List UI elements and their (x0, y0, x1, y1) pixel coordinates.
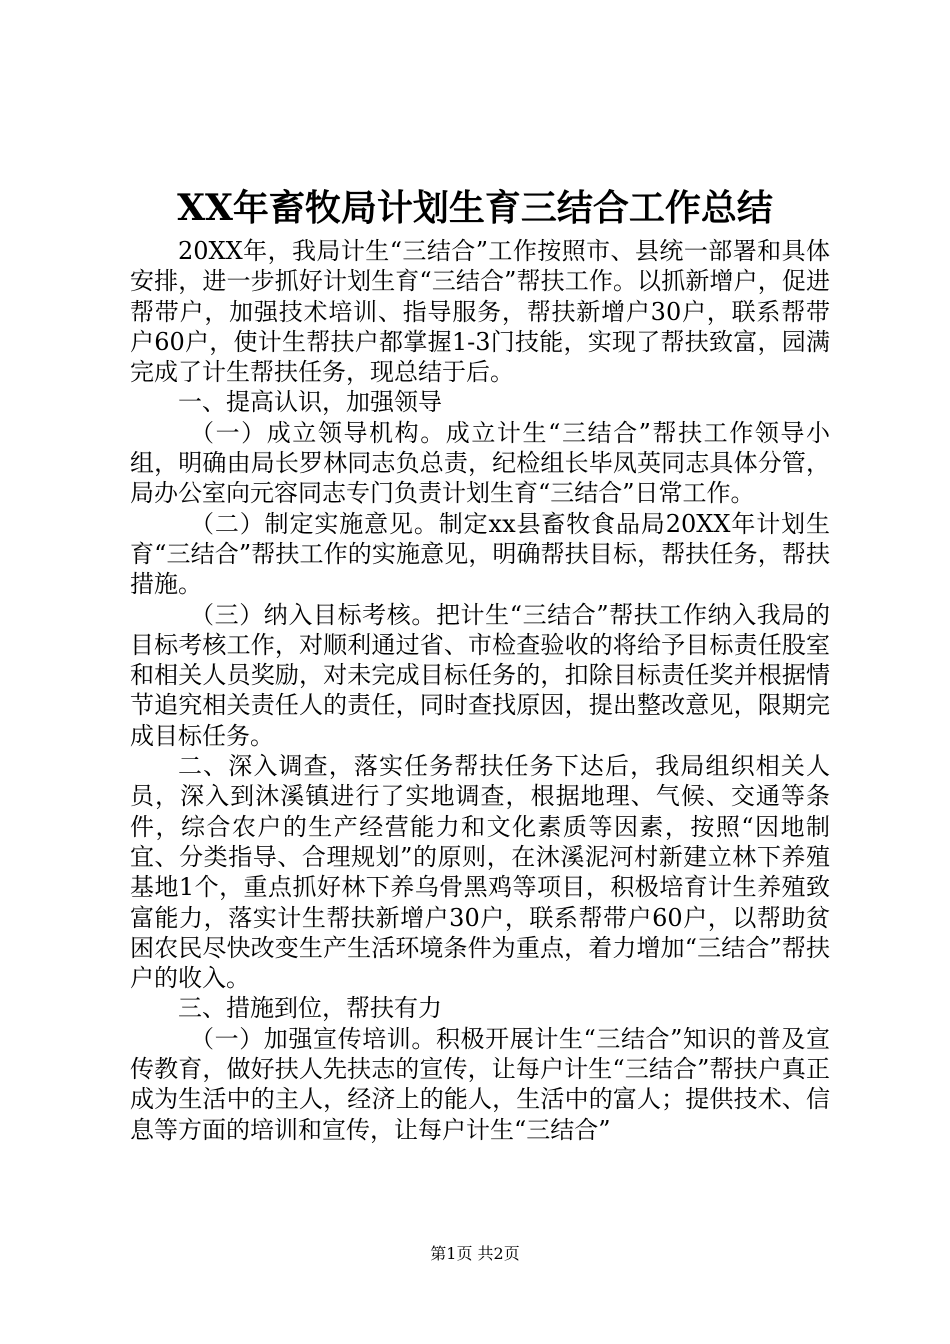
section-heading-3: 三、措施到位，帮扶有力 (178, 994, 442, 1023)
document-body (130, 236, 830, 1145)
paragraph-1-3: （三）纳入目标考核。把计生“三结合”帮扶工作纳入我局的目标考核工作，对顺利通过省、市检查验收的将给予目标责任股室和相关人员奖励，对未完成目标任务的，扣除目标责任奖并根据情节追究相关责任人的责任，同时查找原因，提出整改意见，限期完成目标任务。 (130, 600, 830, 750)
page-footer: 第1页 共2页 (430, 1244, 520, 1263)
paragraph-3-1: （一）加强宣传培训。积极开展计生“三结合”知识的普及宣传教育，做好扶人先扶志的宣传，让每户计生“三结合”帮扶户真正成为生活中的主人，经济上的能人，生活中的富人；提供技术、信息等方面的培训和宣传，让每户计生“三结合” (130, 1024, 830, 1144)
document-title: XX年畜牧局计划生育三结合工作总结 (177, 187, 773, 229)
paragraph-intro: 20XX年，我局计生“三结合”工作按照市、县统一部署和具体安排，进一步抓好计划生育“三结合”帮扶工作。以抓新增户，促进帮带户，加强技术培训、指导服务，帮扶新增户30户，联系帮带户60户，使计生帮扶户都掌握1-3门技能，实现了帮扶致富，园满完成了计生帮扶任务，现总结于后。 (130, 237, 830, 387)
section-heading-1: 一、提高认识，加强领导 (178, 388, 442, 417)
paragraph-1-2: （二）制定实施意见。制定xx县畜牧食品局20XX年计划生育“三结合”帮扶工作的实施意见，明确帮扶目标，帮扶任务，帮扶措施。 (130, 509, 830, 599)
section-paragraph-2: 二、深入调查，落实任务帮扶任务下达后，我局组织相关人员，深入到沐溪镇进行了实地调查，根据地理、气候、交通等条件，综合农户的生产经营能力和文化素质等因素，按照“因地制宜、分类指导、合理规划”的原则，在沐溪泥河村新建立林下养殖基地1个，重点抓好林下养乌骨黑鸡等项目，积极培育计生养殖致富能力，落实计生帮扶新增户30户，联系帮带户60户，以帮助贫困农民尽快改变生产生活环境条件为重点，着力增加“三结合”帮扶户的收入。 (130, 752, 830, 993)
paragraph-1-1: （一）成立领导机构。成立计生“三结合”帮扶工作领导小组，明确由局长罗林同志负总责，纪检组长毕凤英同志具体分管，局办公室向元容同志专门负责计划生育“三结合”日常工作。 (130, 418, 830, 508)
